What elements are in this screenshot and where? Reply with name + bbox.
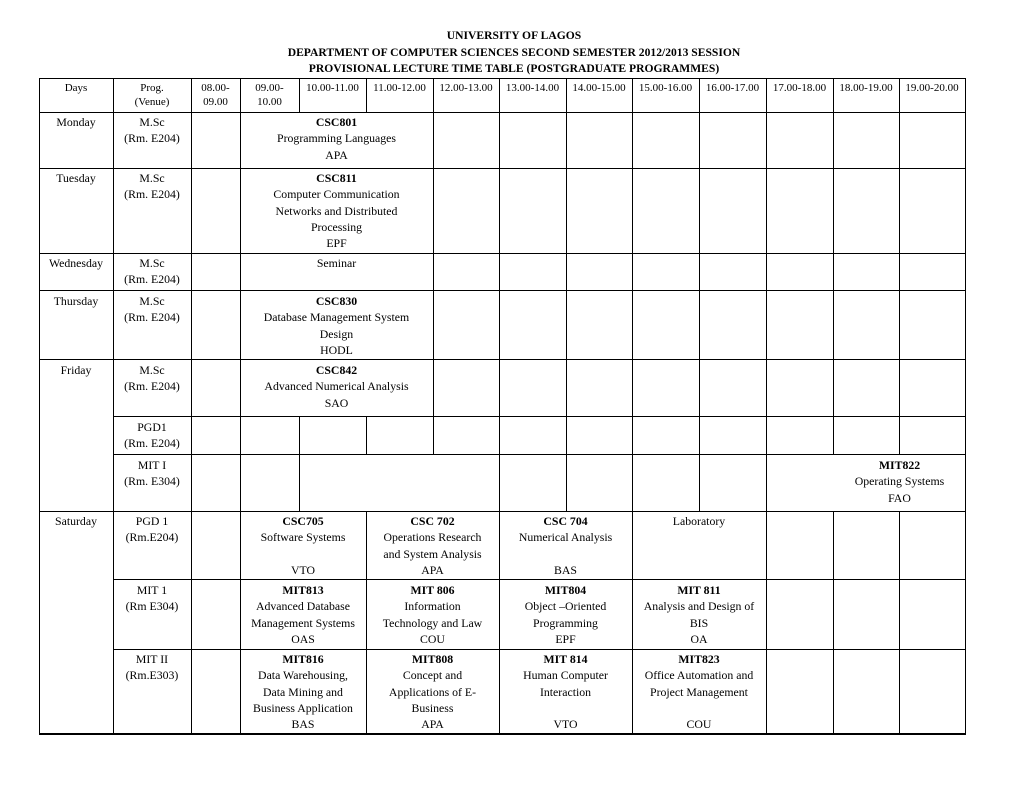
course-mit806: MIT 806 Information Technology and Law COU: [382, 583, 483, 646]
header-time-1700: 17.00-18.00: [772, 82, 827, 94]
header-time-1500: 15.00-16.00: [638, 82, 693, 94]
course-seminar: Seminar: [316, 256, 357, 270]
header-time-0900: 09.00- 10.00: [255, 82, 284, 108]
prog-saturday-mit1: MIT 1 (Rm E304): [125, 583, 179, 614]
header-days: Days: [64, 82, 88, 94]
course-csc704: CSC 704 Numerical Analysis BAS: [518, 514, 613, 577]
day-tuesday: Tuesday: [56, 171, 96, 185]
header-time-1200: 12.00-13.00: [439, 82, 493, 94]
prog-saturday-mit2: MIT II (Rm.E303): [125, 652, 179, 683]
document-header: [0, 28, 1024, 78]
header-time-1600: 16.00-17.00: [705, 82, 760, 94]
prog-friday-mit1: MIT I (Rm. E304): [124, 458, 180, 489]
prog-thursday: M.Sc (Rm. E204): [124, 294, 180, 325]
prog-monday: M.Sc (Rm. E204): [124, 115, 180, 146]
timetable-title: PROVISIONAL LECTURE TIME TABLE (POSTGRADUATE PROGRAMMES): [308, 62, 720, 75]
course-csc702: CSC 702 Operations Research and System Analysis APA: [383, 514, 482, 577]
prog-tuesday: M.Sc (Rm. E204): [124, 171, 180, 202]
course-csc842: CSC842 Advanced Numerical Analysis SAO: [264, 363, 409, 410]
header-time-1100: 11.00-12.00: [373, 82, 426, 94]
header-time-1000: 10.00-11.00: [306, 82, 359, 94]
header-prog-venue: Prog. (Venue): [134, 82, 170, 108]
prog-friday-msc: M.Sc (Rm. E204): [124, 363, 180, 394]
course-mit813: MIT813 Advanced Database Management Systems OAS: [251, 583, 355, 646]
course-laboratory: Laboratory: [672, 514, 726, 528]
course-mit816: MIT816 Data Warehousing, Data Mining and Business Application BAS: [253, 652, 353, 732]
course-csc830: CSC830 Database Management System Design HODL: [263, 294, 410, 357]
course-mit822: MIT822 Operating Systems FAO: [854, 458, 945, 505]
prog-wednesday: M.Sc (Rm. E204): [124, 256, 180, 287]
university-name: UNIVERSITY OF LAGOS: [446, 29, 582, 42]
day-monday: Monday: [56, 115, 96, 129]
course-mit804: MIT804 Object –Oriented Programming EPF: [524, 583, 607, 646]
header-time-0800: 08.00- 09.00: [201, 82, 230, 108]
header-time-1300: 13.00-14.00: [505, 82, 560, 94]
header-time-1800: 18.00-19.00: [839, 82, 893, 94]
header-time-1400: 14.00-15.00: [572, 82, 626, 94]
course-csc705: CSC705 Software Systems VTO: [260, 514, 346, 577]
course-csc801: CSC801 Programming Languages APA: [277, 115, 396, 162]
day-thursday: Thursday: [53, 294, 99, 308]
course-mit823: MIT823 Office Automation and Project Management COU: [644, 652, 754, 732]
course-mit814: MIT 814 Human Computer Interaction VTO: [523, 652, 608, 732]
day-saturday: Saturday: [55, 514, 97, 528]
course-mit808: MIT808 Concept and Applications of E- Business APA: [388, 652, 477, 732]
prog-saturday-pgd1: PGD 1 (Rm.E204): [125, 514, 179, 545]
course-csc811: CSC811 Computer Communication Networks and Distributed Processing EPF: [273, 171, 400, 251]
day-friday: Friday: [60, 363, 92, 377]
day-wednesday: Wednesday: [48, 256, 104, 270]
department-line: DEPARTMENT OF COMPUTER SCIENCES SECOND SEMESTER 2012/2013 SESSION: [287, 45, 741, 59]
header-time-1900: 19.00-20.00: [905, 82, 959, 94]
prog-friday-pgd1: PGD1 (Rm. E204): [124, 420, 180, 451]
course-mit811: MIT 811 Analysis and Design of BIS OA: [643, 583, 755, 646]
